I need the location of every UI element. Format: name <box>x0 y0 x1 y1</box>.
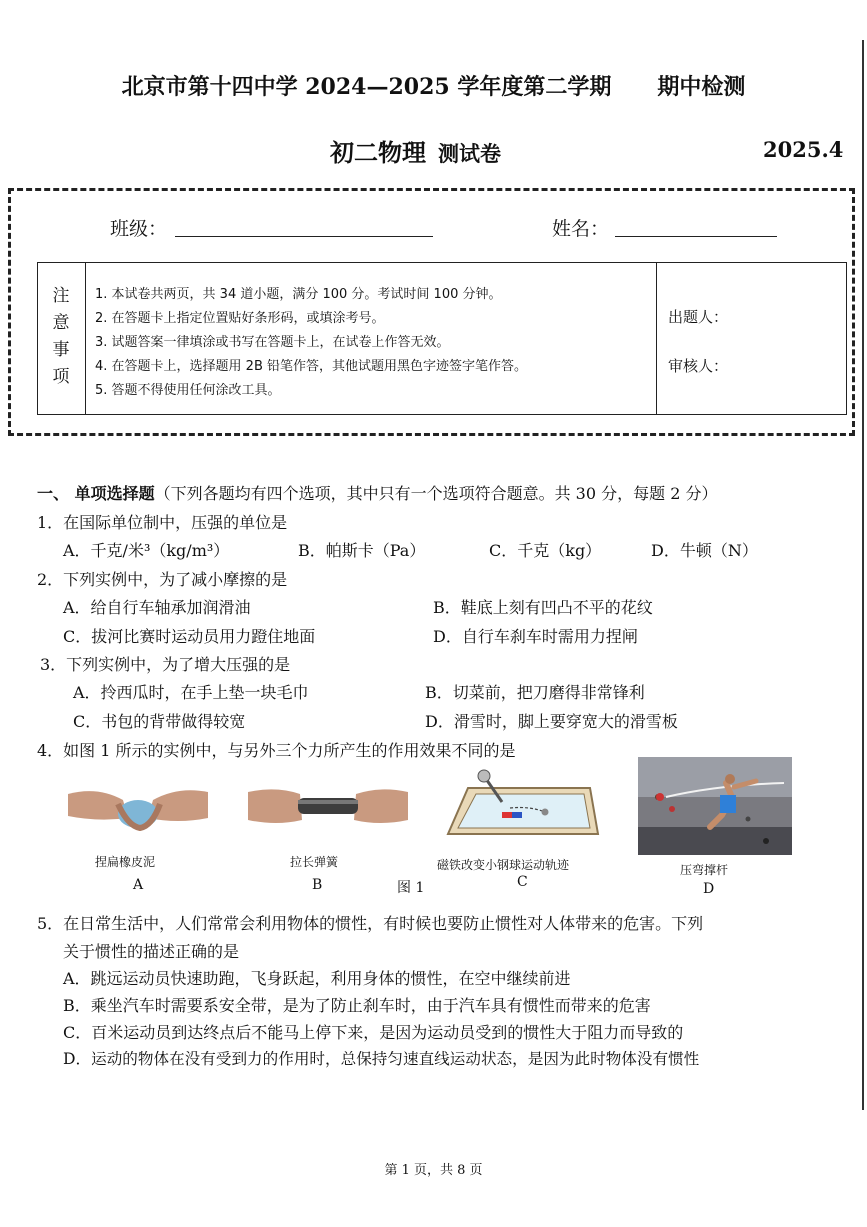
q3-option-a: A．拎西瓜时，在手上垫一块毛巾 <box>73 683 309 702</box>
q5-option-b: B．乘坐汽车时需要系安全带，是为了防止刹车时，由于汽车具有惯性而带来的危害 <box>63 996 651 1015</box>
page-edge-rule <box>862 40 864 1110</box>
notice-item: 2. 在答题卡上指定位置贴好条形码，或填涂考号。 <box>95 311 385 326</box>
fig-c-caption: 磁铁改变小钢球运动轨迹 <box>437 858 570 872</box>
notice-item: 1. 本试卷共两页，共 34 道小题，满分 100 分。考试时间 100 分钟。 <box>95 287 502 302</box>
class-label: 班级： <box>110 218 168 240</box>
q5-option-d: D．运动的物体在没有受到力的作用时，总保持匀速直线运动状态，是因为此时物体没有惯性 <box>63 1050 700 1068</box>
q3-option-b: B．切菜前，把刀磨得非常锋利 <box>425 683 645 702</box>
q1-option-a: A．千克/米³（kg/m³） <box>63 541 230 560</box>
notice-item: 5. 答题不得使用任何涂改工具。 <box>95 383 281 398</box>
exam-title: 北京市第十四中学 2024—2025 学年度第二学期 期中检测 <box>121 74 746 100</box>
fig-a-letter: A <box>133 877 144 893</box>
name-field-line[interactable] <box>615 236 777 237</box>
reviewer-label: 审核人： <box>668 357 729 375</box>
class-field-line[interactable] <box>175 236 433 237</box>
q4-stem: 4．如图 1 所示的实例中，与另外三个力所产生的作用效果不同的是 <box>37 741 516 760</box>
q1-option-b: B．帕斯卡（Pa） <box>298 541 426 560</box>
fig-b-stretch-spring-image <box>248 780 408 830</box>
subject-title: 初二物理 测试卷 <box>330 138 501 167</box>
fig-a-squeeze-clay-image <box>68 778 208 840</box>
q5-stem-cont: 关于惯性的描述正确的是 <box>63 942 240 961</box>
fig-d-caption: 压弯撑杆 <box>680 863 729 877</box>
fig-d-letter: D <box>703 881 715 897</box>
q5-stem: 5．在日常生活中，人们常常会利用物体的惯性，有时候也要防止惯性对人体带来的危害。下列 <box>37 914 704 933</box>
q3-option-c: C．书包的背带做得较宽 <box>73 712 246 731</box>
page-number: 第 1 页，共 8 页 <box>384 1163 483 1178</box>
notice-heading: 注 意 事 项 <box>52 286 70 387</box>
fig-b-caption: 拉长弹簧 <box>290 855 339 869</box>
name-label: 姓名： <box>552 218 610 240</box>
fig-c-magnet-ball-image <box>440 766 600 848</box>
notice-item: 3. 试题答案一律填涂或书写在答题卡上，在试卷上作答无效。 <box>95 335 450 350</box>
q5-option-c: C．百米运动员到达终点后不能马上停下来，是因为运动员受到的惯性大于阻力而导致的 <box>63 1023 684 1042</box>
fig-b-letter: B <box>312 877 323 893</box>
section-heading: 一、 单项选择题（下列各题均有四个选项，其中只有一个选项符合题意。共 30 分，每题 2 分） <box>37 484 718 503</box>
figure-1-label: 图 1 <box>397 880 425 896</box>
fig-a-caption: 捏扁橡皮泥 <box>95 855 156 869</box>
q2-stem: 2．下列实例中，为了减小摩擦的是 <box>37 570 288 589</box>
q1-stem: 1．在国际单位制中，压强的单位是 <box>37 513 288 532</box>
exam-date: 2025.4 <box>763 137 844 162</box>
q2-option-b: B．鞋底上刻有凹凸不平的花纹 <box>433 598 653 617</box>
q1-option-c: C．千克（kg） <box>489 541 602 560</box>
notice-item: 4. 在答题卡上，选择题用 2B 铅笔作答，其他试题用黑色字迹签字笔作答。 <box>95 359 527 374</box>
q2-option-c: C．拔河比赛时运动员用力蹬住地面 <box>63 627 316 646</box>
q3-option-d: D．滑雪时，脚上要穿宽大的滑雪板 <box>425 712 678 731</box>
q3-stem: 3．下列实例中，为了增大压强的是 <box>40 655 291 674</box>
q5-option-a: A．跳远运动员快速助跑，飞身跃起，利用身体的惯性，在空中继续前进 <box>63 969 571 988</box>
notice-table <box>37 262 847 415</box>
setter-label: 出题人： <box>668 308 729 326</box>
q2-option-d: D．自行车刹车时需用力捏闸 <box>433 627 638 646</box>
fig-c-letter: C <box>517 874 528 890</box>
fig-d-pole-vault-photo <box>638 757 792 855</box>
q2-option-a: A．给自行车轴承加润滑油 <box>63 598 251 617</box>
q1-option-d: D．牛顿（N） <box>651 541 758 560</box>
